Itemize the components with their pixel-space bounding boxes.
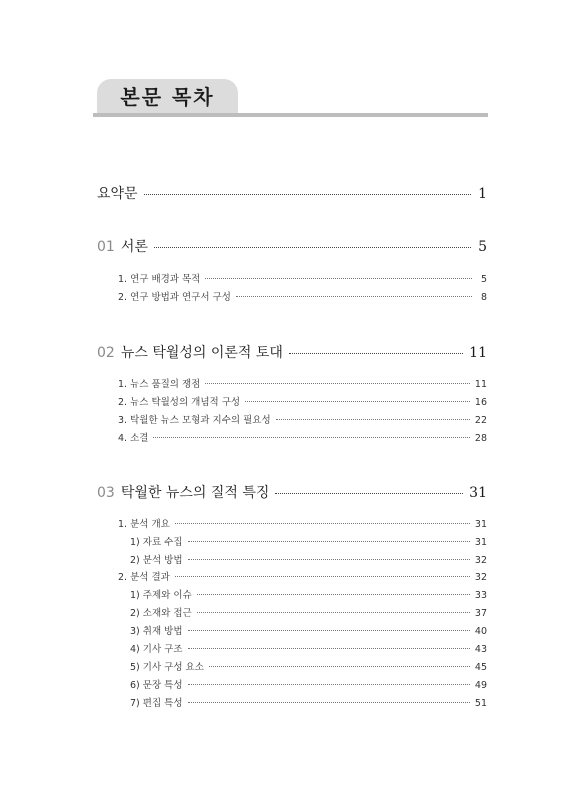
- toc-subitem-title: 1) 자료 수집: [130, 537, 183, 548]
- dot-leader: [175, 522, 470, 524]
- chapter-page: 31: [469, 485, 487, 501]
- toc-subitem-page: 43: [474, 644, 487, 655]
- dot-leader: [205, 382, 470, 384]
- dot-leader: [245, 400, 470, 402]
- toc-subitem-title: 2) 분석 방법: [130, 555, 183, 566]
- dot-leader: [209, 665, 470, 667]
- toc-item[interactable]: [118, 271, 487, 285]
- toc-subitem-page: 45: [474, 662, 487, 673]
- dot-leader: [188, 701, 470, 703]
- toc-chapter-02[interactable]: [97, 342, 487, 362]
- toc-chapter-01[interactable]: [97, 236, 487, 256]
- toc-subitem-page: 51: [474, 698, 487, 709]
- dot-leader: [197, 611, 470, 613]
- toc-subitem-title: 2) 소재와 접근: [130, 608, 192, 619]
- toc-subitem-title: 6) 문장 특성: [130, 680, 183, 691]
- toc-item-page: 32: [474, 572, 487, 583]
- toc-subitem[interactable]: [130, 677, 487, 691]
- toc-subitem-title: 5) 기사 구성 요소: [130, 662, 204, 673]
- toc-subitem[interactable]: [130, 605, 487, 619]
- dot-leader: [154, 246, 471, 248]
- toc-item-title: 2. 연구 방법과 연구서 구성: [118, 292, 231, 303]
- toc-chapter-03[interactable]: [97, 482, 487, 502]
- toc-item-title: 2. 분석 결과: [118, 572, 170, 583]
- toc-item[interactable]: [118, 569, 487, 583]
- chapter-title: 탁월한 뉴스의 질적 특징: [120, 485, 270, 501]
- dot-leader: [276, 418, 470, 420]
- toc-subitem[interactable]: [130, 534, 487, 548]
- dot-leader: [188, 683, 470, 685]
- dot-leader: [205, 277, 472, 279]
- toc-subitem-page: 37: [474, 608, 487, 619]
- toc-header-title: 본문 목차: [120, 85, 215, 109]
- toc-item-title: 1. 뉴스 품질의 쟁점: [118, 379, 201, 390]
- chapter-title: 뉴스 탁월성의 이론적 토대: [120, 345, 283, 361]
- chapter-number: 01: [97, 239, 115, 255]
- toc-item-title: 2. 뉴스 탁월성의 개념적 구성: [118, 397, 241, 408]
- chapter-page: 5: [478, 239, 487, 255]
- toc-item-page: 11: [474, 379, 487, 390]
- dot-leader: [144, 193, 471, 195]
- toc-entry-page: 1: [478, 186, 487, 202]
- chapter-number: 03: [97, 485, 115, 501]
- toc-subitem[interactable]: [130, 623, 487, 637]
- toc-subitem[interactable]: [130, 587, 487, 601]
- chapter-title: 서론: [120, 239, 148, 255]
- toc-item[interactable]: [118, 412, 487, 426]
- toc-item-page: 5: [480, 274, 487, 285]
- dot-leader: [188, 647, 470, 649]
- toc-subitem-title: 1) 주제와 이슈: [130, 590, 192, 601]
- dot-leader: [188, 629, 470, 631]
- toc-item-page: 31: [474, 519, 487, 530]
- toc-subitem[interactable]: [130, 641, 487, 655]
- toc-entry-title: 요약문: [97, 186, 138, 202]
- toc-subitem[interactable]: [130, 695, 487, 709]
- toc-item-title: 1. 연구 배경과 목적: [118, 274, 201, 285]
- dot-leader: [153, 436, 469, 438]
- toc-item[interactable]: [118, 289, 487, 303]
- toc-item-page: 28: [474, 433, 487, 444]
- toc-item-page: 16: [474, 397, 487, 408]
- toc-item-title: 1. 분석 개요: [118, 519, 170, 530]
- toc-subitem-page: 49: [474, 680, 487, 691]
- header-divider: [93, 113, 488, 117]
- toc-item[interactable]: [118, 376, 487, 390]
- toc-entry-abstract[interactable]: [97, 183, 487, 203]
- toc-subitem-page: 33: [474, 590, 487, 601]
- toc-item-page: 22: [474, 415, 487, 426]
- toc-subitem-page: 32: [474, 555, 487, 566]
- toc-subitem-page: 31: [474, 537, 487, 548]
- toc-subitem-title: 7) 편집 특성: [130, 698, 183, 709]
- dot-leader: [175, 575, 470, 577]
- dot-leader: [275, 492, 463, 494]
- dot-leader: [197, 593, 470, 595]
- dot-leader: [188, 558, 470, 560]
- toc-item-page: 8: [480, 292, 487, 303]
- chapter-page: 11: [469, 345, 487, 361]
- toc-subitem[interactable]: [130, 659, 487, 673]
- toc-subitem[interactable]: [130, 552, 487, 566]
- dot-leader: [236, 295, 472, 297]
- toc-item-title: 4. 소결: [118, 433, 149, 444]
- toc-subitem-page: 40: [474, 626, 487, 637]
- chapter-number: 02: [97, 345, 115, 361]
- toc-item[interactable]: [118, 516, 487, 530]
- toc-item[interactable]: [118, 430, 487, 444]
- toc-item[interactable]: [118, 394, 487, 408]
- toc-item-title: 3. 탁월한 뉴스 모형과 지수의 필요성: [118, 415, 271, 426]
- dot-leader: [188, 540, 470, 542]
- toc-subitem-title: 4) 기사 구조: [130, 644, 183, 655]
- dot-leader: [289, 352, 463, 354]
- toc-subitem-title: 3) 취재 방법: [130, 626, 183, 637]
